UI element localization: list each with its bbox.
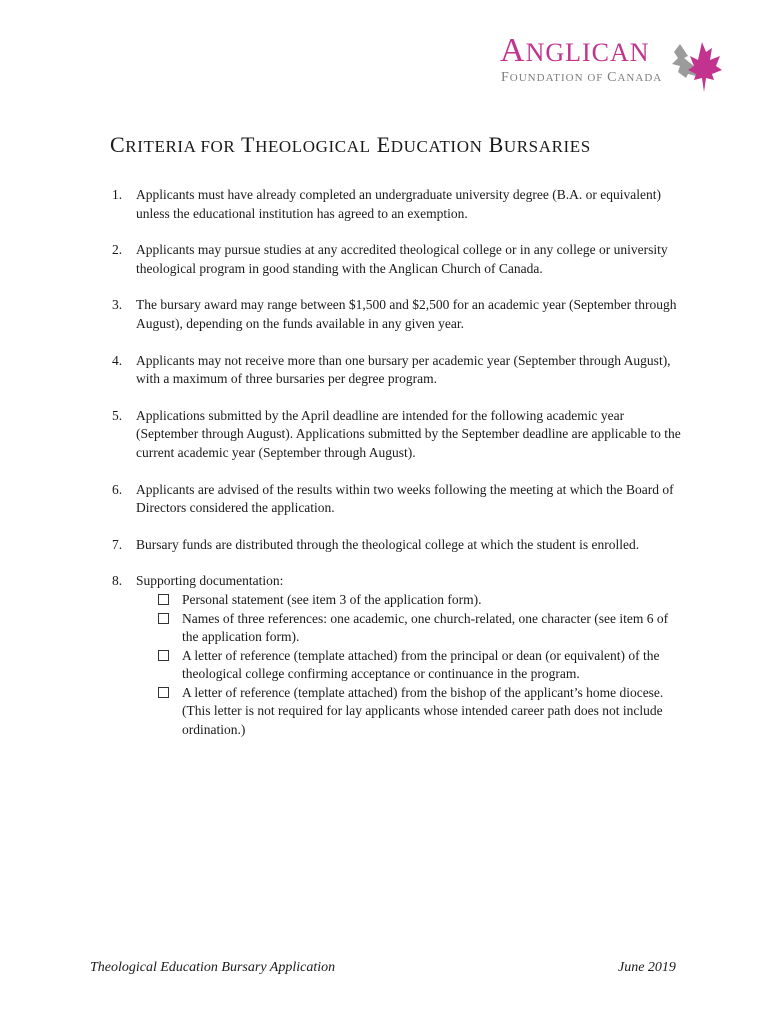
item-number: 1. bbox=[112, 187, 123, 202]
three-references-checkbox[interactable] bbox=[158, 613, 169, 624]
item-number: 5. bbox=[112, 407, 123, 423]
item-text: Applicants may not receive more than one bursary per academic year (September through August), with a maximum of three bursaries per degree program. bbox=[136, 352, 671, 387]
logo-name: ANGLICAN bbox=[500, 32, 650, 69]
item-text: Applications submitted by the April deadline are intended for the following academic year (September through August). Applications submitted by the September deadline are applicable to the current academic year (September through August). bbox=[136, 407, 681, 460]
item-text: Applicants must have already completed an undergraduate university degree (B.A. or equivalent) unless the educational institution has agreed to an exemption. bbox=[136, 187, 661, 221]
title-word: THEOLOGICAL bbox=[241, 132, 371, 157]
anglican-foundation-logo bbox=[500, 34, 730, 96]
item-text: Applicants are advised of the results within two weeks following the meeting at which the Board of Directors considered the application. bbox=[136, 481, 674, 516]
item-number: 4. bbox=[112, 352, 123, 368]
item-number: 8. bbox=[112, 573, 123, 589]
checklist-item-text: A letter of reference (template attached) from the principal or dean (or equivalent) of the theological college confirming acceptance or continuance in the program. bbox=[182, 647, 660, 682]
footer-date: June 2019 bbox=[618, 960, 676, 975]
item-text: Bursary funds are distributed through the theological college at which the student is enrolled. bbox=[136, 536, 640, 552]
criteria-item bbox=[112, 241, 682, 278]
bishop-reference-checkbox[interactable] bbox=[158, 687, 169, 698]
checklist-item bbox=[158, 684, 682, 740]
criteria-list bbox=[112, 186, 682, 758]
title-word: BURSARIES bbox=[488, 132, 591, 157]
checklist-item-text: A letter of reference (template attached) from the bishop of the applicant’s home diocese. (This letter is not required for lay applicants whose intended career path does not include ordination.) bbox=[182, 684, 664, 738]
checklist-item-text: Personal statement (see item 3 of the application form). bbox=[182, 591, 482, 607]
criteria-item bbox=[112, 407, 682, 463]
logo-subtitle: FOUNDATION OF CANADA bbox=[501, 70, 663, 85]
item-text: The bursary award may range between $1,500 and $2,500 for an academic year (September through August), depending on the funds available in any given year. bbox=[136, 297, 677, 331]
footer-document-name: Theological Education Bursary Application bbox=[90, 960, 336, 975]
checklist-item bbox=[158, 647, 682, 684]
item-number: 3. bbox=[112, 297, 123, 313]
criteria-item bbox=[112, 186, 682, 223]
item-number: 7. bbox=[112, 536, 123, 552]
item-number: 2. bbox=[112, 242, 123, 258]
checklist-item-text: Names of three references: one academic, one church-related, one character (see item 6 of the application form). bbox=[182, 610, 669, 645]
item-number: 6. bbox=[112, 481, 123, 497]
principal-reference-checkbox[interactable] bbox=[158, 650, 169, 661]
item-text: Applicants may pursue studies at any accredited theological college or in any college or university theological program in good standing with the Anglican Church of Canada. bbox=[136, 242, 668, 276]
criteria-item bbox=[112, 296, 682, 333]
maple-leaf-icon bbox=[670, 36, 724, 94]
criteria-item bbox=[112, 481, 682, 518]
checklist-item bbox=[158, 591, 682, 610]
personal-statement-checkbox[interactable] bbox=[158, 594, 169, 605]
criteria-item-supporting-documentation bbox=[112, 572, 682, 739]
title-word: CRITERIA FOR bbox=[110, 132, 236, 157]
criteria-item bbox=[112, 536, 682, 555]
criteria-item bbox=[112, 352, 682, 389]
title-word: EDUCATION bbox=[376, 132, 483, 157]
page-title bbox=[110, 132, 591, 160]
supporting-documents-checklist bbox=[136, 591, 682, 740]
checklist-item bbox=[158, 610, 682, 647]
item-text: Supporting documentation: bbox=[136, 573, 284, 589]
